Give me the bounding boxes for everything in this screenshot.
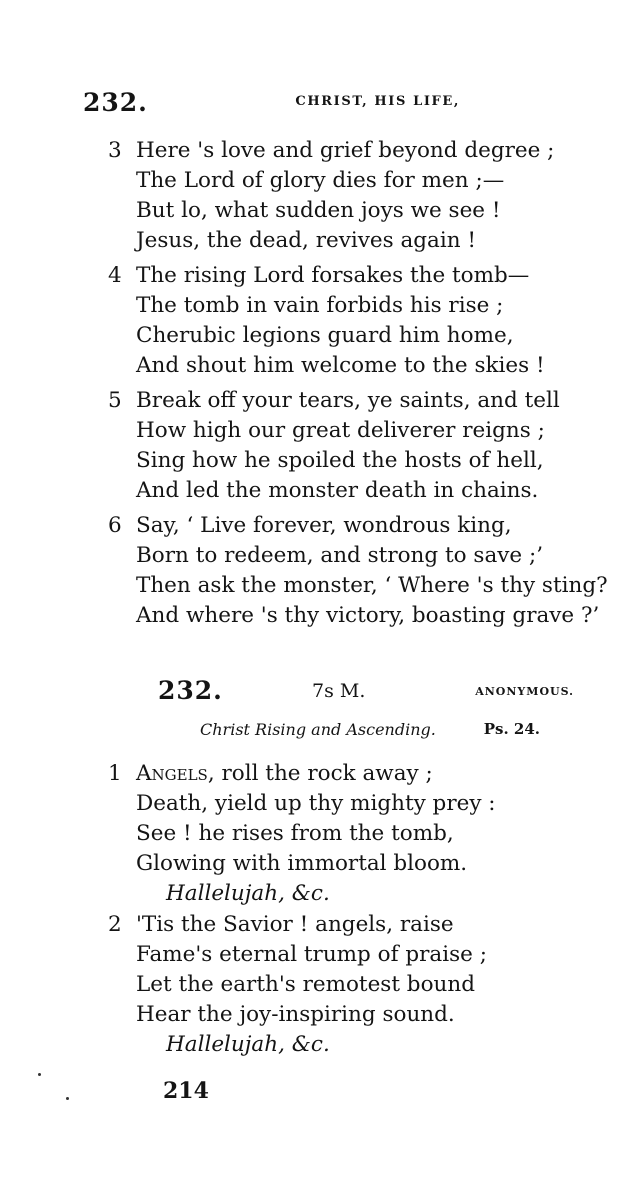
stanza-line: 6 Say, ‘ Live forever, wondrous king, [108,511,588,541]
stanza-line: See ! he rises from the tomb, [136,821,454,846]
hymn-subtitle: Christ Rising and Ascending. [200,720,436,739]
page-header [83,88,460,116]
hymn-subtitle-row [200,720,540,744]
refrain: Hallelujah, &c. [166,1032,330,1057]
stanza-line: The Lord of glory dies for men ;— [136,168,505,193]
stanza-line: But lo, what sudden joys we see ! [136,198,501,223]
stanza-line: The tomb in vain forbids his rise ; [136,293,504,318]
stanza-line: Jesus, the dead, revives again ! [136,228,477,253]
stanza-line: Glowing with immortal bloom. [136,851,468,876]
print-speck [66,1097,69,1100]
stanza-line: 1 Angels, roll the rock away ; [108,759,588,789]
refrain: Hallelujah, &c. [166,881,330,906]
stanza-6 [108,511,608,631]
stanza-number: 6 [108,513,122,538]
stanza-line: Sing how he spoiled the hosts of hell, [136,448,544,473]
stanza-line: 2 'Tis the Savior ! angels, raise [108,910,588,940]
stanza-line: Then ask the monster, ‘ Where 's thy sting? [136,573,608,598]
hymn-meter: 7s M. [312,680,366,702]
stanza-line: Born to redeem, and strong to save ;’ [136,543,544,568]
stanza-line: Let the earth's remotest bound [136,972,475,997]
hymn-number: 232. [158,676,223,705]
stanza-number: 3 [108,138,122,163]
stanza-number: 4 [108,263,122,288]
stanza-line: 4 The rising Lord forsakes the tomb— [108,261,588,291]
print-speck [38,1073,41,1076]
first-word: Angels, [136,761,215,786]
stanza-line: And where 's thy victory, boasting grave ?’ [136,603,600,628]
stanza-4 [108,261,588,381]
page-number: 232. [83,88,148,117]
hymn-heading [158,676,574,708]
hymn-stanza-2 [108,910,588,1060]
stanza-3 [108,136,588,256]
stanza-line: Fame's eternal trump of praise ; [136,942,487,967]
stanza-line: 3 Here 's love and grief beyond degree ; [108,136,588,166]
stanza-line: Hear the joy-inspiring sound. [136,1002,455,1027]
running-title: CHRIST, HIS LIFE, [295,94,460,109]
stanza-line: Cherubic legions guard him home, [136,323,514,348]
hymn-author: ANONYMOUS. [475,685,574,698]
stanza-number: 5 [108,388,122,413]
stanza-line: How high our great deliverer reigns ; [136,418,545,443]
hymn-stanza-1 [108,759,588,909]
stanza-line: And led the monster death in chains. [136,478,539,503]
stanza-number: 1 [108,761,122,786]
stanza-number: 2 [108,912,122,937]
psalm-reference: Ps. 24. [483,720,540,738]
stanza-line: 5 Break off your tears, ye saints, and tell [108,386,588,416]
stanza-line: Death, yield up thy mighty prey : [136,791,496,816]
stanza-5 [108,386,588,506]
footer-page-number: 214 [163,1078,209,1104]
stanza-line: And shout him welcome to the skies ! [136,353,545,378]
